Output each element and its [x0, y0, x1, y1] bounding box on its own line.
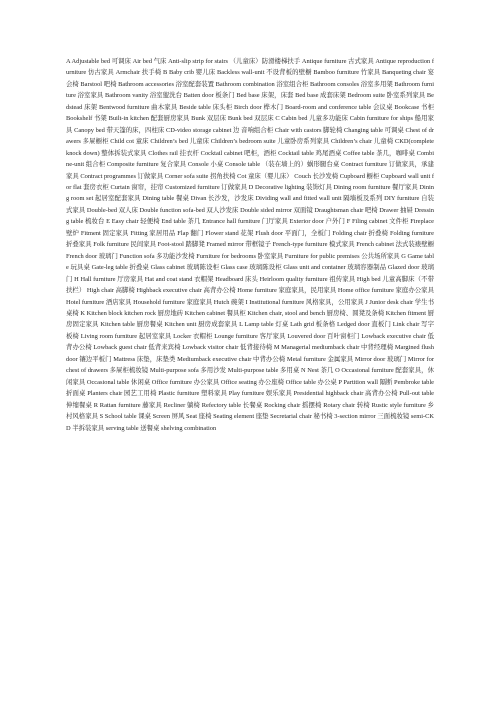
- document-page: [66, 56, 434, 434]
- furniture-glossary-paragraph: A Adjustable bed 可调床 Air bed 气床 Anti-slip strip for stairs （儿童床）防滑楼梯扶手 Antique furniture 古式家具 Antique reproduction furniture 仿古家具 Armchair 扶手椅 B Baby crib 婴儿床 Backless wall-unit 不设背板的壁橱 Bamboo furniture 竹家具 Banqueting chair 宴会椅 Barstool 吧椅 Bathroom accessories 浴室配套装置 Bathroom combination 浴室组合柜 Bathroom consoles 浴室多用架 Bathroom furniture 浴室家具 Bathroom vanity 浴室盥洗台 Batten door 板条门 Bed base 床架，床套 Bed base 成套床架 Bedroom suite 卧室系列家具 Bedstead 床架 Bentwood furniture 曲木家具 Beside table 床头柜 Birch door 桦木门 Board-room and conference table 会议桌 Bookcase 书柜 Bookshelf 书架 Built-in kitchen 配套厨房家具 Bunk 双层床 Bunk bed 双层床 C Cabin bed 儿童多功能床 Cabin furniture for ships 船用家具 Canopy bed 带天篷的床，四柱床 CD-video storage cabinet 边 音响组合柜 Chair with castors 脚轮椅 Changing table 可调桌 Chest of drawers 多屉橱柜 Child cot 童床 Children’s bed 儿童床 Children’s bedroom suite 儿童卧房系列家具 Children’s chair 儿童椅 CKD(complete knock down) 整体拆装式家具 Clothes rail 挂衣杆 Cocktail cabinet 吧柜，酒柜 Cocktail table 鸡尾酒桌 Coffee table 茶几，咖啡桌 Combine-unit 组合柜 Composite furniture 复合家具 Console 小桌 Console table （装在墙上的）蜗形腿台桌 Contract furniture 订做家具，承建家具 Contract programmes 订做家具 Corner sofa suite 拐角扶椅 Cot 童床（婴儿床） Couch 长沙发椅 Cupboard 橱柜 Cupboard wall unit for flat 套房衣柜 Curtain 窗帘，挂帘 Customized furniture 订做家具 D Decorative lighting 装饰灯具 Dining room furniture 餐厅家具 Dining room set 起居室配套家具 Dining table 餐桌 Divan 长沙发，沙发床 Dividing wall and fitted wall unit 隔墙板及系列 DIY furniture 自装式家具 Double-bed 双人床 Double function sofa-bed 双人沙发床 Double sided mirror 双面镜 Draughtsman chair 吧椅 Drawer 抽屉 Dressing table 梳妆台 E Easy chair 轻便椅 End table 茶几 Entrance hall furniture 门厅家具 Exterior door 户外门 F Filing cabinet 文件柜 Fireplace 壁炉 Fitment 固定家具 Fitting 家居用品 Flap 翻门 Flower stand 花架 Flush door 平面门，全板门 Folding chair 折叠椅 Folding furniture 折叠家具 Folk furniture 民间家具 Foot-stool 踏脚凳 Framed mirror 带框镜子 French-type furniture 模式家具 French cabinet 法式装裱壁橱 French door 玻璃门 Function sofa 多功能沙发椅 Furniture for bedrooms 卧室家具 Furniture for public premises 公共场所家具 G Game table 玩具桌 Gate-leg table 折叠桌 Glass cabinet 玻璃陈设柜 Glass case 玻璃陈设柜 Glass unit and container 玻璃容器制品 Glazed door 玻璃门 H Hall furniture 厅房家具 Hat and coat stand 衣帽架 Headboard 床头 Heirloom quality furniture 祖传家具 High bed 儿童高脚床（不带扶栏） High chair 高脚椅 Highback executive chair 高背办公椅 Home furniture 家庭家具，民用家具 Home office furniture 家庭办公家具 Hotel furniture 酒店家具 Household furniture 家庭家具 Hutch 碗架 I Institutional furniture 风格家具，公用家具 J Junior desk chair 学生书桌椅 K Kitchen block kitchen rock 厨房地砖 Kitchen cabinet 餐具柜 Kitchen chair, stool and bench 厨房椅、圆凳及条椅 Kitchen fitment 厨房固定家具 Kitchen table 厨房餐桌 Kitchen unit 厨房成套家具 L Lamp table 灯桌 Lath grid 板条格 Ledged door 直板门 Link chair 写字板椅 Living room furniture 起居室家具 Locker 衣帽柜 Lounge furniture 客厅家具 Louvered door 百叶窗柜门 Lowback executive chair 低背办公椅 Lowback guest chair 低背来宾椅 Lowback visitor chair 低背接待椅 M Managerial mediumback chair 中背经理椅 Margined flush door 镶边平板门 Mattress 床垫，床垫类 Mediumback executive chair 中背办公椅 Metal furniture 金属家具 Mirror door 玻璃门 Mirror for chest of drawers 多屉柜梳妆镜 Multi-purpose sofa 多用沙发 Multi-purpose table 多用桌 N Nest 茶几 O Occasional furniture 配套家具，休闲家具 Occasional table 休闲桌 Office furniture 办公家具 Office seating 办公座椅 Office table 办公桌 P Partition wall 隔断 Pembroke table 折面桌 Planters chair 园艺工用椅 Plastic furniture 塑料家具 Play furniture 娱乐家具 Presidential highback chair 高背办公椅 Pull-out table 伸缩餐桌 R Rattan furniture 藤家具 Recliner 躺椅 Refectory table 长餐桌 Rocking chair 摇摆椅 Rotary chair 转椅 Rustic style furniture 乡村风格家具 S School table 课桌 Screen 屏风 Seat 座椅 Seating element 座垫 Secretarial chair 秘书椅 3-section mirror 三面梳妆镜 semi-CKD 半拆装家具 serving table 送餐桌 shelving combination: [66, 58, 435, 432]
